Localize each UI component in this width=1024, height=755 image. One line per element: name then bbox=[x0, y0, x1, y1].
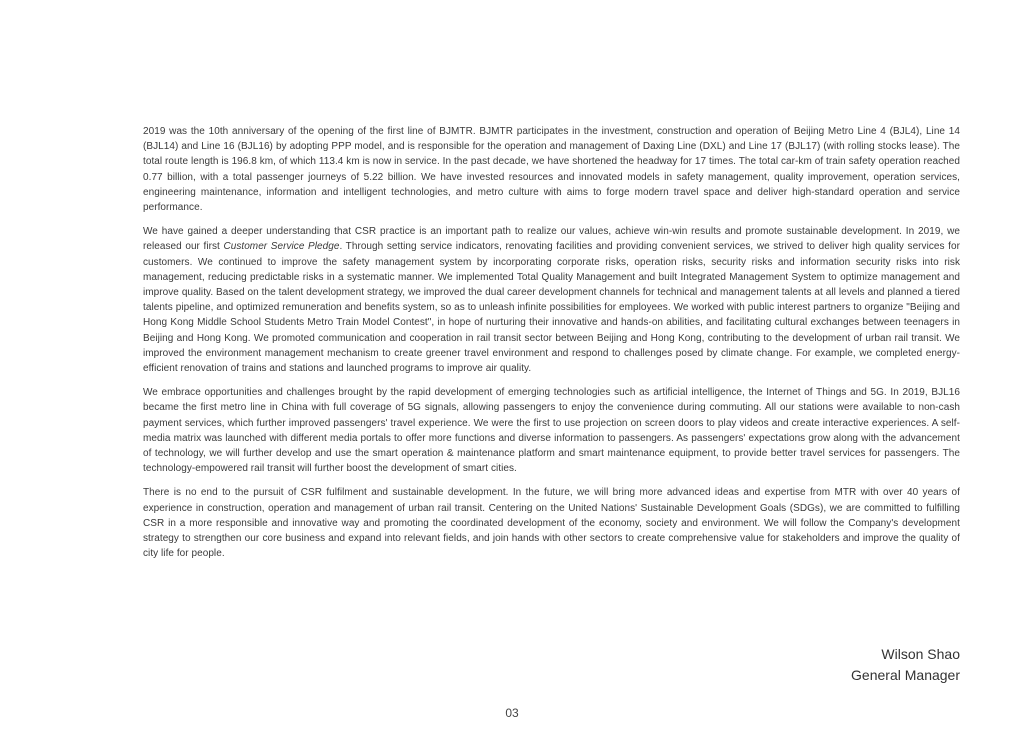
paragraph-future bbox=[143, 485, 960, 561]
customer-service-pledge-title: Customer Service Pledge bbox=[223, 241, 340, 253]
signature-block bbox=[851, 644, 960, 686]
page-number: 03 bbox=[505, 706, 519, 720]
letter-body bbox=[143, 124, 960, 570]
paragraph-technology bbox=[143, 385, 960, 476]
paragraph-anniversary bbox=[143, 124, 960, 215]
paragraph-text: We embrace opportunities and challenges brought by the rapid development of emerging technologies such as artificial intelligence, the Internet of Things and 5G. In 2019, BJL16 became the first metro line in China with full coverage of 5G signals, allowing passengers to enjoy the convenience during commuting. All our stations were available to non-cash payment services, which further improved passengers' travel experience. We were the first to use projection on screen doors to play videos and create interactive experiences. A self-media matrix was launched with different media portals to offer more functions and diverse information to passengers. As passengers' expectations grow along with the advancement of technology, we will further develop and use the smart operation & maintenance platform and smart maintenance equipment, to provide better travel services for passengers. The technology-empowered rail transit will further boost the development of smart cities. bbox=[143, 387, 960, 475]
paragraph-text: There is no end to the pursuit of CSR fulfilment and sustainable development. In the future, we will bring more advanced ideas and expertise from MTR with over 40 years of experience in construction, operation and management of urban rail transit. Centering on the United Nations' Sustainable Development Goals (SDGs), we are committed to fulfilling CSR in a more responsible and innovative way and promoting the coordinated development of the economy, society and environment. We will follow the Company's development strategy to strengthen our core business and expand into relevant fields, and join hands with other sectors to create comprehensive value for stakeholders and improve the quality of city life for people. bbox=[143, 487, 960, 560]
paragraph-text: . Through setting service indicators, renovating facilities and providing convenient services, we strived to deliver high quality services for customers. We continued to improve the safety management system by incorporating corporate risks, operation risks, security risks and information security risks into risk management, reducing predictable risks in a systematic manner. We implemented Total Quality Management and built Integrated Management System to optimize management and improve quality. Based on the talent development strategy, we improved the dual career development channels for technical and management talents at all levels and planned a tiered talents pipeline, and optimized remuneration and benefits system, so as to unleash infinite possibilities for employees. We worked with public interest partners to organize "Beijing and Hong Kong Middle School Students Metro Train Model Contest", in hope of nurturing their innovative and hands-on abilities, and facilitating cultural exchanges between teenagers in Beijing and Hong Kong. We promoted communication and cooperation in rail transit sector between Beijing and Hong Kong, contributing to the development of urban rail transit. We improved the environment management mechanism to create greener travel environment and respond to challenges posed by climate change. For example, we completed energy-efficient renovation of trains and stations and launched programs to improve air quality. bbox=[143, 241, 960, 375]
signatory-title: General Manager bbox=[851, 667, 960, 683]
paragraph-text: 2019 was the 10th anniversary of the opening of the first line of BJMTR. BJMTR participates in the investment, construction and operation of Beijing Metro Line 4 (BJL4), Line 14 (BJL14) and Line 16 (BJL16) by adopting PPP model, and is responsible for the operation and management of Daxing Line (DXL) and Line 17 (BJL17) (with rolling stocks lease). The total route length is 196.8 km, of which 113.4 km is now in service. In the past decade, we have shortened the headway for 17 times. The total car-km of train safety operation reached 0.77 billion, with a total passenger journeys of 5.22 billion. We have invested resources and innovated models in safety management, quality improvement, operation services, engineering maintenance, information and intelligent technologies, and metro culture with aims to forge modern travel space and deliver high-standard operation and service performance. bbox=[143, 126, 960, 214]
paragraph-text: We have gained a deeper understanding that CSR practice is an important path to realize our values, achieve win-win results and promote sustainable development. In 2019, we released our first bbox=[143, 226, 960, 253]
paragraph-csr-practice bbox=[143, 224, 960, 376]
signatory-name: Wilson Shao bbox=[881, 646, 960, 662]
